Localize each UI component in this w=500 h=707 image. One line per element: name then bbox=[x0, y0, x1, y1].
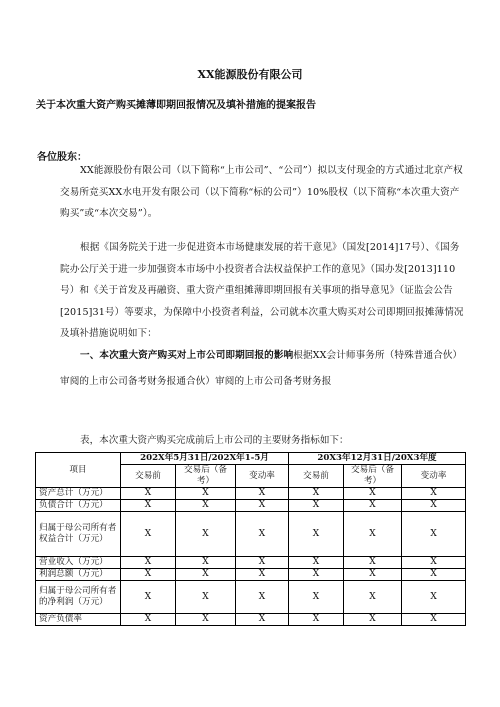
row-label: 归属于母公司所有者权益合计（万元） bbox=[36, 512, 121, 557]
company-name: XX能源股份有限公司 bbox=[197, 68, 303, 81]
report-title: 关于本次重大资产购买摊薄即期回报情况及填补措施的提案报告 bbox=[36, 100, 316, 111]
table-intro: 表，本次重大资产购买完成前后上市公司的主要财务指标如下： bbox=[80, 435, 349, 446]
table-row bbox=[36, 500, 466, 512]
table-cell: X bbox=[344, 569, 402, 581]
table-cell: X bbox=[344, 557, 402, 569]
table-cell: X bbox=[289, 581, 344, 614]
table-cell: X bbox=[289, 488, 344, 500]
table-cell: X bbox=[289, 512, 344, 557]
table-cell: X bbox=[176, 500, 236, 512]
header-period-2: 20X3年12月31日/20X3年度 bbox=[289, 453, 466, 465]
table-cell: X bbox=[121, 569, 176, 581]
table-row bbox=[36, 512, 466, 557]
header-item: 项目 bbox=[36, 453, 121, 488]
header-change-2: 变动率 bbox=[402, 465, 466, 488]
row-label: 负债合计（万元） bbox=[36, 500, 121, 512]
table-cell: X bbox=[402, 500, 466, 512]
table-row bbox=[36, 557, 466, 569]
row-label: 归属于母公司所有者的净利润（万元） bbox=[36, 581, 121, 614]
row-label: 资产负债率 bbox=[36, 614, 121, 626]
table-body bbox=[36, 488, 466, 626]
header-before: 交易前 bbox=[121, 465, 176, 488]
section-1: 一、本次重大资产购买对上市公司即期回报的影响根据XX会计师事务所（特殊普通合伙）审阅的上市公司备考财务报通合伙）审阅的上市公司备考财务报 bbox=[60, 350, 463, 387]
table-cell: X bbox=[236, 500, 289, 512]
table-row bbox=[36, 614, 466, 626]
table-row bbox=[36, 581, 466, 614]
table-cell: X bbox=[121, 512, 176, 557]
table-cell: X bbox=[402, 512, 466, 557]
table-cell: X bbox=[176, 569, 236, 581]
section-1-heading: 一、本次重大资产购买对上市公司即期回报的影响 bbox=[80, 350, 294, 361]
salutation: 各位股东： bbox=[37, 152, 87, 163]
header-after-2: 交易后（备考） bbox=[344, 465, 402, 488]
table-cell: X bbox=[121, 488, 176, 500]
table-row bbox=[36, 488, 466, 500]
table-cell: X bbox=[236, 581, 289, 614]
paragraph-basis-text: 根据《国务院关于进一步促进资本市场健康发展的若干意见》（国发[2014]17号）、《国务院办公厅关于进一步加强资本市场中小投资者合法权益保护工作的意见》（国办发[2013]110号）和《关于首发及再融资、重大资产重组摊薄即期回报有关事项的指导意见》（证监会公告[2015]31号）等要求，为保障中小投资者利益，公司就本次重大购买对公司即期回报摊薄情况及填补措施说明如下： bbox=[60, 242, 464, 340]
header-after: 交易后（备考） bbox=[176, 465, 236, 488]
table-cell: X bbox=[176, 512, 236, 557]
section-1-text: 根据XX会计师事务所（特殊普通合伙）审阅的上市公司备考财务报 bbox=[60, 350, 463, 387]
paragraph-basis bbox=[60, 237, 466, 345]
table-cell: X bbox=[236, 512, 289, 557]
table-cell: X bbox=[402, 557, 466, 569]
header-period-1: 202X年5月31日/202X年1-5月 bbox=[121, 453, 289, 465]
table-cell: X bbox=[289, 569, 344, 581]
header-before-2: 交易前 bbox=[289, 465, 344, 488]
table-cell: X bbox=[402, 569, 466, 581]
table-cell: X bbox=[121, 500, 176, 512]
table-cell: X bbox=[121, 614, 176, 626]
paragraph-intro-text: XX能源股份有限公司（以下简称“上市公司”、“公司”）拟以支付现金的方式通过北京产权交易所竞买XX水电开发有限公司（以下简称“标的公司”）10%股权（以下简称“本次重大资产购买”或“本次交易”）。 bbox=[60, 165, 463, 220]
table-cell: X bbox=[289, 500, 344, 512]
table-cell: X bbox=[402, 488, 466, 500]
table-cell: X bbox=[402, 614, 466, 626]
table-cell: X bbox=[289, 557, 344, 569]
table-cell: X bbox=[402, 581, 466, 614]
row-label: 营业收入（万元） bbox=[36, 557, 121, 569]
table-cell: X bbox=[176, 488, 236, 500]
table-cell: X bbox=[236, 569, 289, 581]
table-row bbox=[36, 569, 466, 581]
table-cell: X bbox=[236, 488, 289, 500]
row-label: 资产总计（万元） bbox=[36, 488, 121, 500]
table-cell: X bbox=[176, 557, 236, 569]
financial-indicators-table bbox=[35, 452, 466, 626]
table-cell: X bbox=[236, 557, 289, 569]
header-change: 变动率 bbox=[236, 465, 289, 488]
table-cell: X bbox=[344, 500, 402, 512]
table-cell: X bbox=[344, 488, 402, 500]
table-cell: X bbox=[121, 557, 176, 569]
table-cell: X bbox=[289, 614, 344, 626]
table-cell: X bbox=[344, 512, 402, 557]
table-cell: X bbox=[121, 581, 176, 614]
table-cell: X bbox=[344, 581, 402, 614]
table-cell: X bbox=[176, 614, 236, 626]
table-cell: X bbox=[176, 581, 236, 614]
table-cell: X bbox=[344, 614, 402, 626]
paragraph-intro bbox=[60, 160, 466, 225]
table-cell: X bbox=[236, 614, 289, 626]
row-label: 利润总额（万元） bbox=[36, 569, 121, 581]
